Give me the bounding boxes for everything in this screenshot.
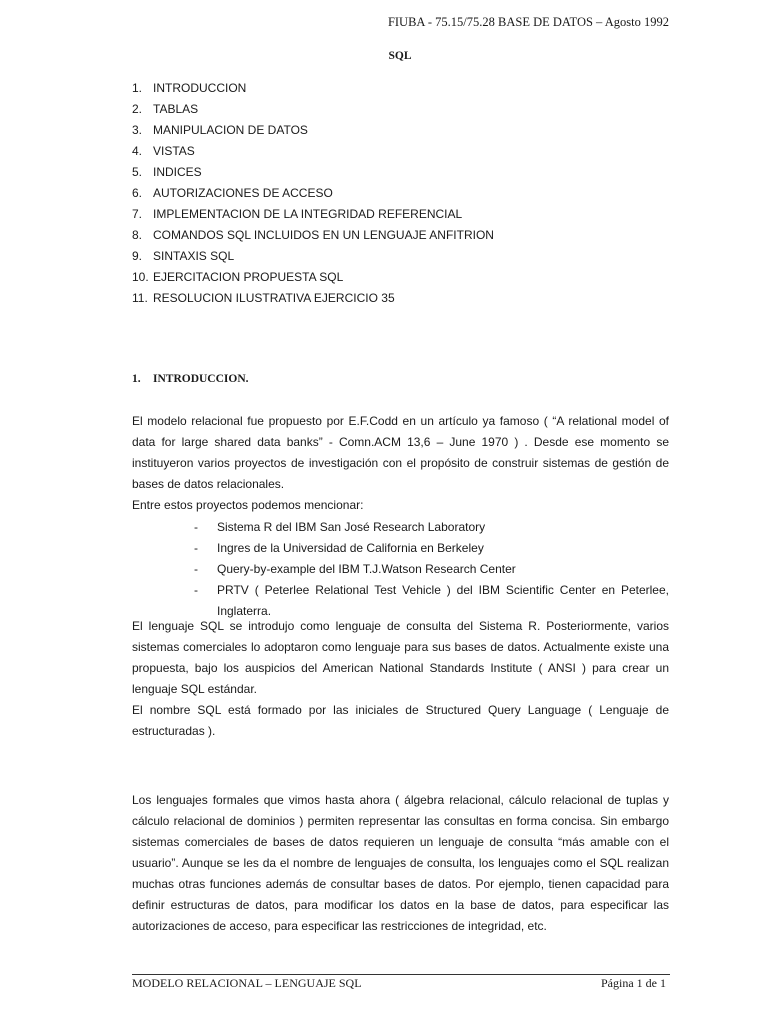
toc-item bbox=[132, 204, 494, 225]
text-line: propuesta, bajo los auspicios del American National Standards Institute ( ANSI ) para crear un bbox=[132, 661, 669, 675]
text-line: Ingres de la Universidad de California en Berkeley bbox=[217, 541, 484, 555]
toc-item bbox=[132, 99, 494, 120]
text-line: data for large shared data banks” - Comn.ACM 13,6 – June 1970 ) . Desde ese momento se bbox=[132, 435, 669, 449]
dash-marker: - bbox=[194, 520, 198, 534]
list-item-text bbox=[217, 517, 669, 538]
text-line: El lenguaje SQL se introdujo como lenguaje de consulta del Sistema R. Posteriormente, varios bbox=[132, 619, 669, 633]
footer-title: MODELO RELACIONAL – LENGUAJE SQL bbox=[132, 976, 362, 990]
toc-item-number: 3. bbox=[132, 123, 143, 137]
list-item bbox=[194, 517, 669, 538]
toc-item bbox=[132, 141, 494, 162]
text-line: Query-by-example del IBM T.J.Watson Research Center bbox=[217, 562, 516, 576]
dash-marker: - bbox=[194, 583, 198, 597]
text-line: muchas otras funciones además de consultar bases de datos. Por ejemplo, tienen capacidad para bbox=[132, 877, 669, 891]
toc-item-label: EJERCITACION PROPUESTA SQL bbox=[153, 270, 344, 284]
toc-item-label: TABLAS bbox=[153, 102, 199, 116]
toc-item-label: AUTORIZACIONES DE ACCESO bbox=[153, 186, 333, 200]
toc-item bbox=[132, 183, 494, 204]
toc-item-label: COMANDOS SQL INCLUIDOS EN UN LENGUAJE ANFITRION bbox=[153, 228, 494, 242]
toc-item-number: 6. bbox=[132, 186, 143, 200]
toc-item bbox=[132, 162, 494, 183]
toc-item-label: INDICES bbox=[153, 165, 202, 179]
section-title: INTRODUCCION. bbox=[153, 373, 249, 385]
text-line: Inglaterra. bbox=[217, 604, 272, 618]
text-line: autorizaciones de acceso, para especificar las restricciones de integridad, etc. bbox=[132, 919, 547, 933]
toc-item-number: 11. bbox=[132, 291, 148, 305]
toc-item-label: RESOLUCION ILUSTRATIVA EJERCICIO 35 bbox=[153, 291, 395, 305]
list-item-text bbox=[217, 559, 669, 580]
toc-item bbox=[132, 120, 494, 141]
toc-item bbox=[132, 267, 494, 288]
intro-paragraph bbox=[132, 411, 669, 516]
text-line: Sistema R del IBM San José Research Laboratory bbox=[217, 520, 486, 534]
page-title: SQL bbox=[388, 50, 412, 62]
formal-languages-paragraph bbox=[132, 790, 669, 937]
toc-item-label: MANIPULACION DE DATOS bbox=[153, 123, 308, 137]
text-line: usuario”. Aunque se les da el nombre de lenguajes de consulta, los lenguajes como el SQL realizan bbox=[132, 856, 669, 870]
text-line: bases de datos relacionales. bbox=[132, 477, 285, 491]
toc-item bbox=[132, 288, 494, 309]
toc-item-label: VISTAS bbox=[153, 144, 195, 158]
toc-item-number: 2. bbox=[132, 102, 143, 116]
toc-item-number: 5. bbox=[132, 165, 143, 179]
toc-item-label: INTRODUCCION bbox=[153, 81, 247, 95]
table-of-contents bbox=[132, 78, 494, 309]
dash-marker: - bbox=[194, 541, 198, 555]
text-line: cálculo relacional de dominios ) permiten representar las consultas en forma concisa. Sin embargo bbox=[132, 814, 669, 828]
text-line: sistemas comerciales de bases de datos requieren un lenguaje de consulta “más amable con el bbox=[132, 835, 669, 849]
toc-item-number: 1. bbox=[132, 81, 143, 95]
toc-item-label: IMPLEMENTACION DE LA INTEGRIDAD REFERENCIAL bbox=[153, 207, 463, 221]
toc-item-number: 7. bbox=[132, 207, 143, 221]
toc-item-number: 8. bbox=[132, 228, 143, 242]
dash-marker: - bbox=[194, 562, 198, 576]
list-item-text bbox=[217, 538, 669, 559]
sql-paragraph bbox=[132, 616, 669, 742]
text-line: lenguaje SQL estándar. bbox=[132, 682, 257, 696]
footer-divider bbox=[132, 974, 670, 975]
text-line: Entre estos proyectos podemos mencionar: bbox=[132, 498, 364, 512]
toc-item-label: SINTAXIS SQL bbox=[153, 249, 235, 263]
projects-list bbox=[194, 517, 669, 622]
text-line: PRTV ( Peterlee Relational Test Vehicle ) del IBM Scientific Center en Peterlee, bbox=[217, 583, 669, 597]
page-number: Página 1 de 1 bbox=[601, 976, 666, 990]
text-line: El modelo relacional fue propuesto por E.F.Codd en un artículo ya famoso ( “A relational model of bbox=[132, 414, 669, 428]
list-item bbox=[194, 538, 669, 559]
toc-item bbox=[132, 78, 494, 99]
text-line: Los lenguajes formales que vimos hasta ahora ( álgebra relacional, cálculo relacional de tuplas y bbox=[132, 793, 669, 807]
text-line: instituyeron varios proyectos de investigación con el propósito de construir sistemas de gestión de bbox=[132, 456, 669, 470]
text-line: El nombre SQL está formado por las iniciales de Structured Query Language ( Lenguaje de bbox=[132, 703, 669, 717]
text-line: sistemas comerciales lo adoptaron como lenguaje para sus bases de datos. Actualmente existe una bbox=[132, 640, 669, 654]
toc-item-number: 9. bbox=[132, 249, 143, 263]
section-number: 1. bbox=[132, 373, 141, 385]
running-header: FIUBA - 75.15/75.28 BASE DE DATOS – Agosto 1992 bbox=[387, 15, 669, 29]
text-line: estructuradas ). bbox=[132, 724, 216, 738]
text-line: definir estructuras de datos, para modificar los datos en la base de datos, para especificar las bbox=[132, 898, 669, 912]
section-heading bbox=[132, 373, 249, 385]
toc-item bbox=[132, 246, 494, 267]
list-item bbox=[194, 559, 669, 580]
toc-item-number: 10. bbox=[132, 270, 149, 284]
toc-item-number: 4. bbox=[132, 144, 143, 158]
toc-item bbox=[132, 225, 494, 246]
